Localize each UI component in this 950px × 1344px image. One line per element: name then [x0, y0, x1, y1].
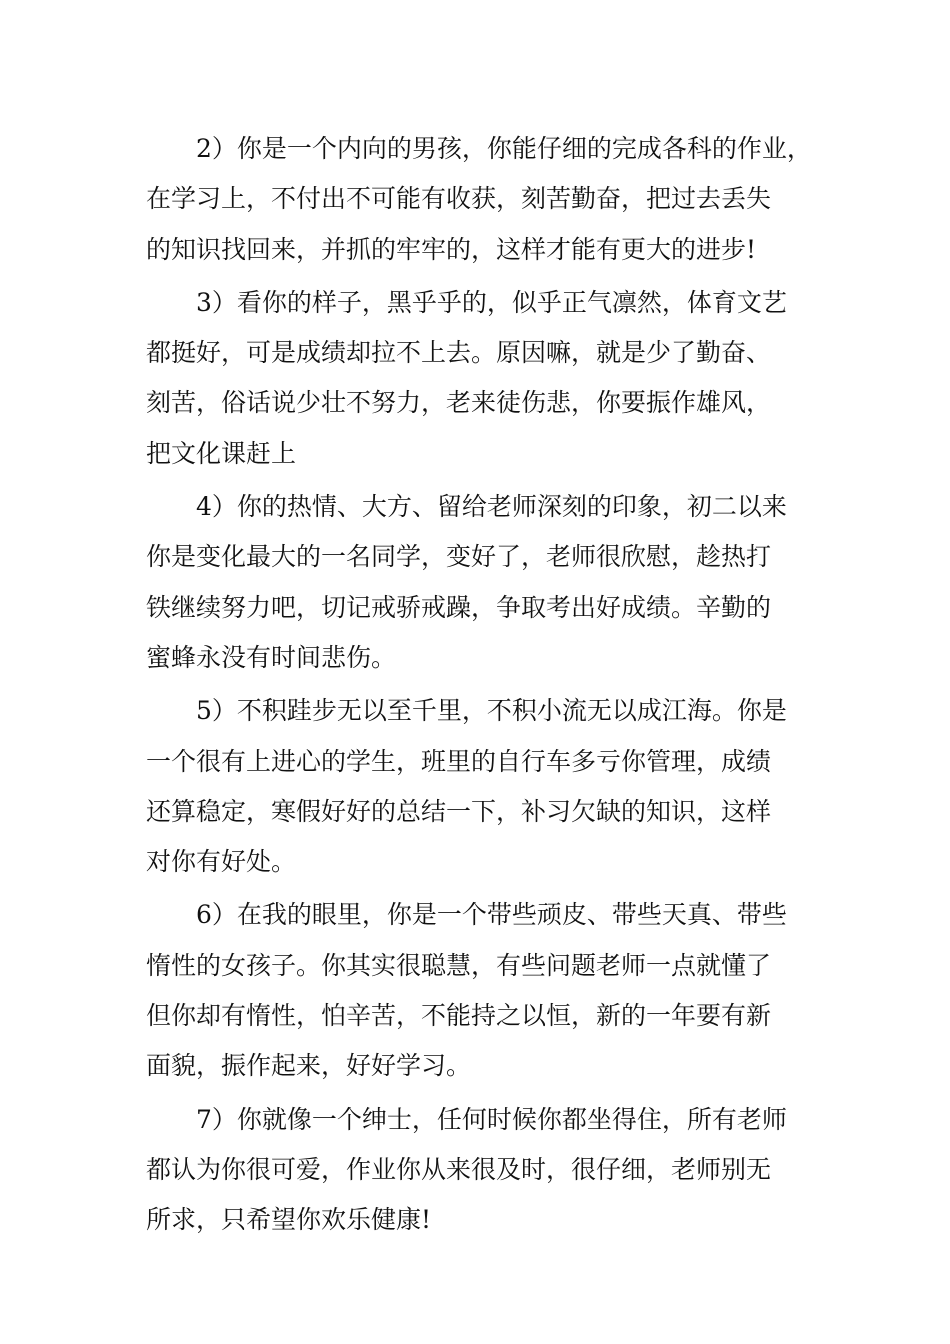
- paragraph-line: 4）你的热情、大方、留给老师深刻的印象，初二以来: [196, 492, 787, 522]
- paragraph-line: 你是变化最大的一名同学，变好了，老师很欣慰，趁热打: [146, 542, 772, 572]
- paragraph-line: 还算稳定，寒假好好的总结一下，补习欠缺的知识，这样: [146, 796, 772, 826]
- comment-paragraph-5: [146, 686, 810, 887]
- paragraph-line: 5）不积跬步无以至千里，不积小流无以成江海。你是: [196, 696, 787, 726]
- paragraph-line: 惰性的女孩子。你其实很聪慧，有些问题老师一点就懂了: [146, 950, 772, 980]
- paragraph-line: 2）你是一个内向的男孩，你能仔细的完成各科的作业，: [196, 134, 812, 163]
- paragraph-line: 7）你就像一个绅士，任何时候你都坐得住，所有老师: [196, 1104, 787, 1134]
- paragraph-line: 蜜蜂永没有时间悲伤。: [146, 642, 397, 672]
- paragraph-line: 铁继续努力吧，切记戒骄戒躁，争取考出好成绩。辛勤的: [146, 592, 772, 622]
- paragraph-line: 的知识找回来，并抓的牢牢的，这样才能有更大的进步!: [146, 234, 757, 264]
- paragraph-line: 都挺好，可是成绩却拉不上去。原因嘛，就是少了勤奋、: [146, 338, 772, 368]
- paragraph-line: 把文化课赶上: [146, 438, 297, 468]
- paragraph-line: 3）看你的样子，黑乎乎的，似乎正气凛然，体育文艺: [196, 287, 787, 317]
- comment-paragraph-7: [146, 1095, 810, 1246]
- paragraph-line: 对你有好处。: [146, 847, 297, 877]
- document-body: [146, 124, 810, 1249]
- comment-paragraph-3: [146, 278, 810, 479]
- paragraph-line: 面貌，振作起来，好好学习。: [146, 1051, 472, 1081]
- paragraph-line: 6）在我的眼里，你是一个带些顽皮、带些天真、带些: [196, 900, 787, 930]
- comment-paragraph-4: [146, 482, 810, 683]
- paragraph-line: 都认为你很可爱，作业你从来很及时，很仔细，老师别无: [146, 1154, 772, 1184]
- paragraph-line: 刻苦，俗话说少壮不努力，老来徒伤悲，你要振作雄风，: [146, 388, 772, 418]
- paragraph-line: 一个很有上进心的学生，班里的自行车多亏你管理，成绩: [146, 746, 772, 776]
- comment-paragraph-2: [146, 124, 810, 275]
- comment-paragraph-6: [146, 890, 810, 1091]
- paragraph-line: 在学习上，不付出不可能有收获，刻苦勤奋，把过去丢失: [146, 184, 772, 214]
- paragraph-line: 但你却有惰性，怕辛苦，不能持之以恒，新的一年要有新: [146, 1001, 772, 1031]
- paragraph-line: 所求，只希望你欢乐健康!: [146, 1205, 432, 1235]
